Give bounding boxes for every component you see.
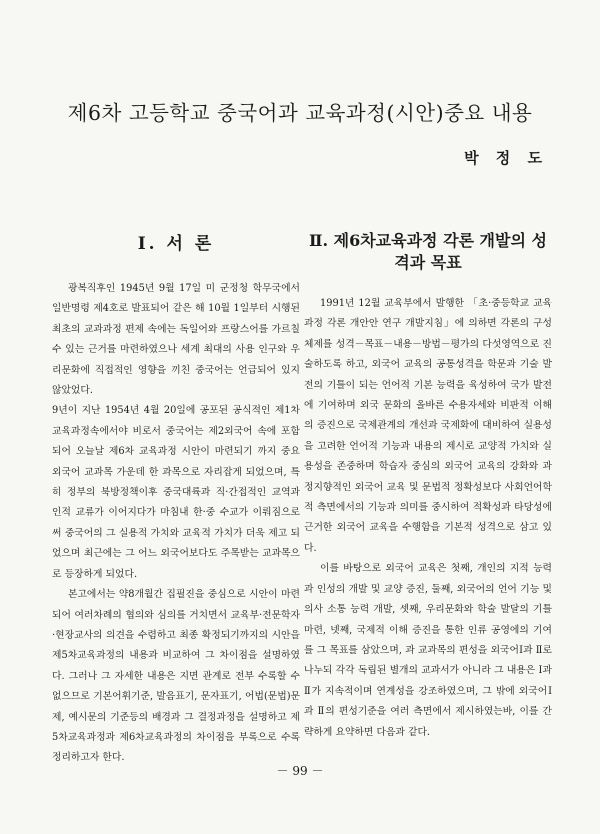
paper-title: 제6차 고등학교 중국어과 교육과정(시안)중요 내용 [67,101,533,125]
body-paragraph: 본고에서는 약8개월간 집필진을 중심으로 시안이 마련되어 여러차례의 협의와 심의를 거치면서 교육부·전문학자·현장교사의 의견을 수렴하고 최종 확정되기까지의 시안을 제5차교육과정의 내용과 비교하여 그 차이점을 설명하였다. 그러나 그 자세한 내용은 지면 관계로 전부 수록할 수 없으므로 기본어휘기준, 발음표기, 문자표기, 어법(문법)문제, 예시문의 기준등의 배경과 그 결정과정을 설명하고 제5차교육과정과 제6차교육과정의 차이점을 부록으로 수록 정리하고자 한다. [52,589,300,764]
page-number: － 99 － [276,764,324,778]
body-paragraph: 이를 바탕으로 외국어 교육은 첫째, 개인의 지적 능력과 인성의 개발 및 교양 증진, 둘째, 외국어의 언어 기능 및 의사 소통 능력 개발, 셋째, 우리문화와 학술 발달의 기틀 마련, 넷째, 국제적 이해 증진을 통한 인류 공영에의 기여를 그 목표를 삼았으며, 과 교과목의 편성을 외국어Ⅰ과 Ⅱ로 나누되 각각 독립된 별개의 교과서가 아니라 그 내용은 Ⅰ과Ⅱ가 지속적이며 연계성을 강조하였으며, 그 밖에 외국어Ⅰ과 Ⅱ의 편성기준을 여러 측면에서 제시하였는바, 이를 간략하게 요약하면 다음과 같다. [304,563,552,738]
body-paragraph: 광복직후인 1945년 9월 17일 미 군정청 학무국에서 일반명령 제4호로 발표되어 같은 해 10월 1일부터 시행된 최초의 교과과정 편제 속에는 독일어와 프랑스어를 가르칠 수 있는 근거를 마련하였으나 세계 최대의 사용 인구와 우리문화에 직접적인 영향을 끼친 중국어는 언급되어 있지 않았었다. [52,283,300,397]
left-column [52,230,300,769]
right-column [304,230,552,743]
body-paragraph: 1991년 12월 교육부에서 발행한 「초·중등학교 교육과정 각론 개안안 연구 개발지침」에 의하면 각론의 구성체제를 성격－목표－내용－방법－평가의 다섯영역으로 진술하도록 하고, 외국어 교육의 공통성격을 학문과 기술 발전의 기틀이 되는 언어적 기본 능력을 육성하여 국가 발전에 기여하며 외국 문화의 올바른 수용자세와 비판적 이해의 증진으로 국제관계의 개선과 국제화에 대비하여 실용성을 고려한 언어적 기능과 내용의 제시로 교양적 가치와 실용성을 존중하며 학습자 중심의 외국어 교육의 강화와 과정지향적인 외국어 교육 및 문법적 정확성보다 사회언어학적 측면에서의 기능과 의미를 중시하여 적확성과 타당성에 근거한 외국어 교육을 수행함을 기본적 성격으로 삼고 있다. [304,298,552,554]
author-name: 박 정 도 [464,149,548,167]
body-paragraph: 9년이 지난 1954년 4월 20일에 공포된 공식적인 제1차 교육과정속에서야 비로서 중국어는 제2외국어 속에 포함되어 오늘날 제6차 교육과정 시안이 마련되기 까지 중요 외국어 교과목 가운데 한 과목으로 자리잡게 되었으며, 특히 정부의 북방정책이후 중국대륙과 직·간접적인 교역과 인적 교류가 이어지다가 마침내 한·중 수교가 이뤄짐으로써 중국어의 그 실용적 가치와 교육적 가치가 더욱 제고 되었으며 최근에는 그 어느 외국어보다도 주목받는 교과목으로 등장하게 되었다. [52,405,300,580]
section-heading-introduction: Ⅰ. 서 론 [137,234,215,254]
section-heading-curriculum: Ⅱ. 제6차교육과정 각론 개발의 성격과 목표 [309,231,547,272]
